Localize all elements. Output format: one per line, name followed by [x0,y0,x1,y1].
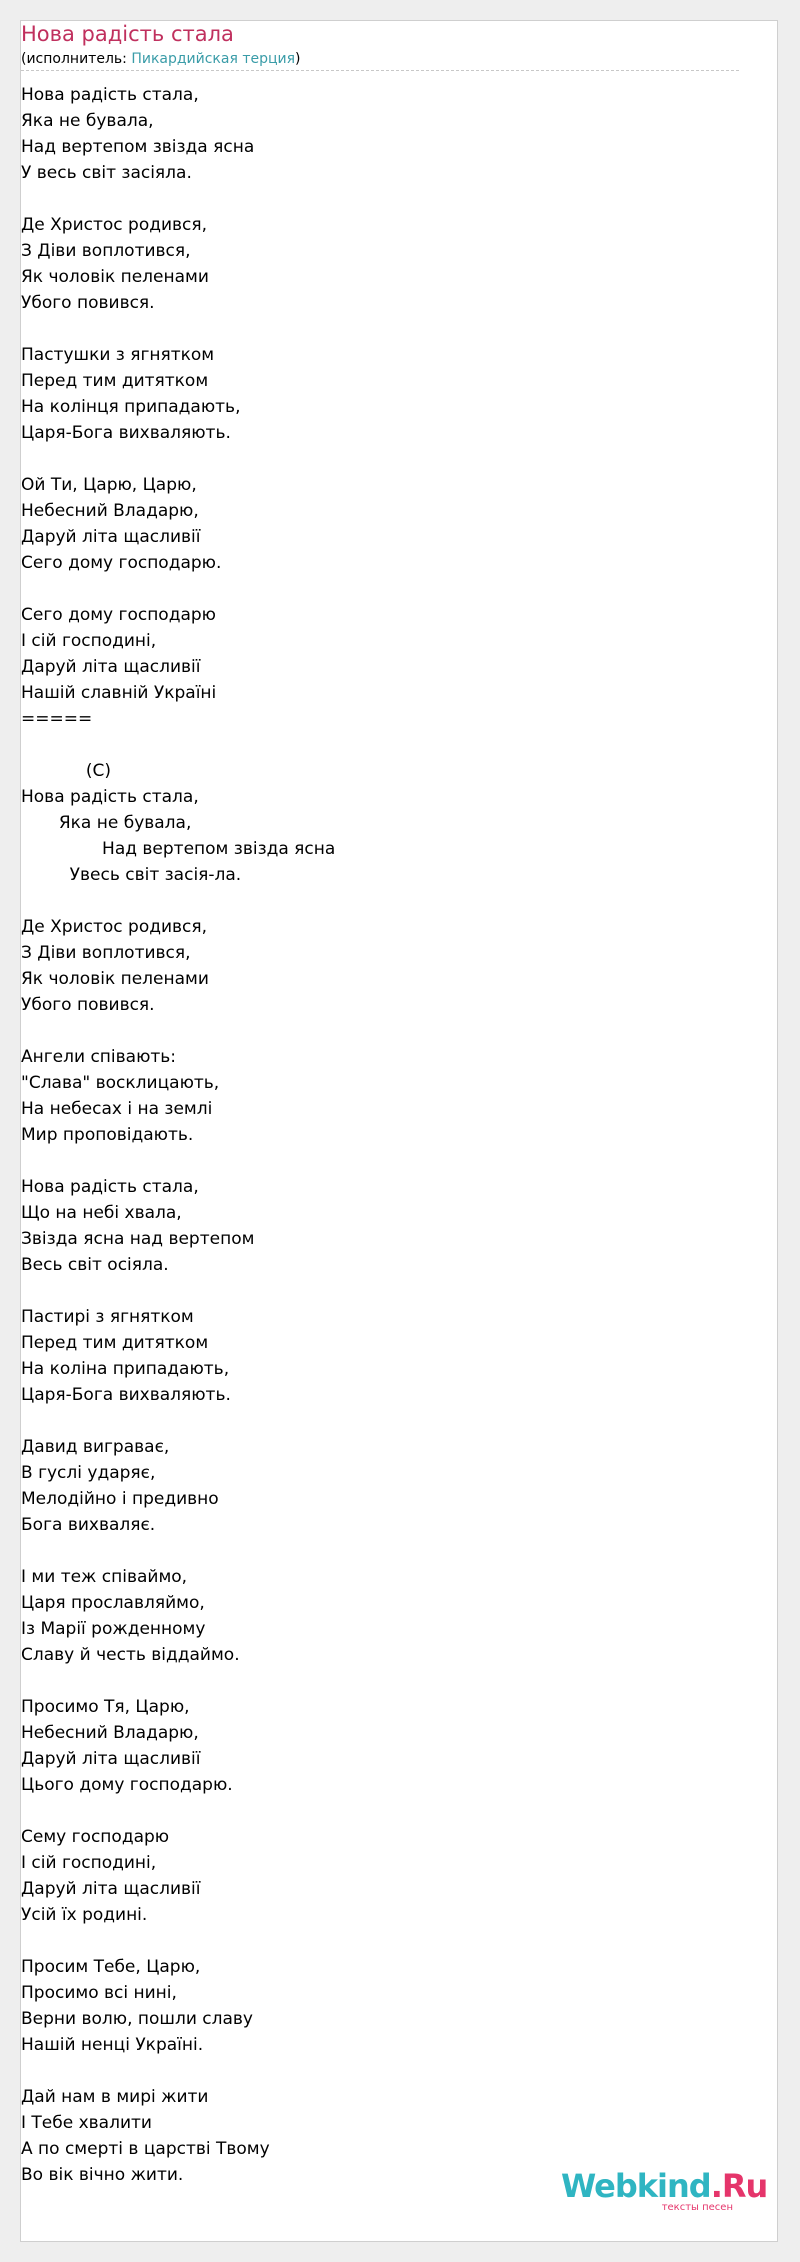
logo-main-text: Webkind [561,2167,711,2205]
artist-prefix: (исполнитель: [21,51,132,67]
divider [21,70,739,71]
logo-wordmark [561,2168,767,2204]
artist-line [21,50,301,68]
logo-domain-suffix: .Ru [710,2167,768,2205]
lyrics-text: Нова радість стала, Яка не бувала, Над вертепом звізда ясна У весь світ засіяла. Де Христос родився, З Діви воплотився, Як чоловік пеленами Убого повився. Пастушки з ягнятком Перед тим дитятком На колінця припадають, Царя-Бога вихваляють. Ой Ти, Царю, Царю, Небесний Владарю, Даруй літа щасливії Сего дому господарю. Сего дому господарю І сій господині, Даруй літа щасливії Нашій славній Україні ===== (С) Нова радість стала, Яка не бувала, Над вертепом звізда ясна Увесь світ засія-ла. Де Христос родився, З Діви воплотився, Як чоловік пеленами Убого повився. Ангели співають: "Слава" восклицають, На небесах і на землі Мир проповідають. Нова радість стала, Що на небі хвала, Звізда ясна над вертепом Весь світ осіяла. Пастирі з ягнятком Перед тим дитятком На коліна припадають, Царя-Бога вихваляють. Давид виграває, В гуслі ударяє, Мелодійно і предивно Бога вихваляє. І ми теж співаймо, Царя прославляймо, Із Марії рожденному Славу й честь віддаймо. Просимо Тя, Царю, Небесний Владарю, Даруй літа щасливії Цього дому господарю. Сему господарю І сій господині, Даруй літа щасливії Усій їх родині. Просим Тебе, Царю, Просимо всі нині, Верни волю, пошли славу Нашій ненці Україні. Дай нам в мирі жити І Тебе хвалити А по смерті в царстві Твому Во вік вічно жити. [21,85,336,2185]
logo-tagline: тексты песен [661,2202,733,2213]
song-title: Нова радість стала [21,22,234,46]
site-logo[interactable] [561,2167,768,2213]
artist-suffix: ) [295,51,301,67]
artist-link[interactable]: Пикардийская терция [131,51,296,67]
